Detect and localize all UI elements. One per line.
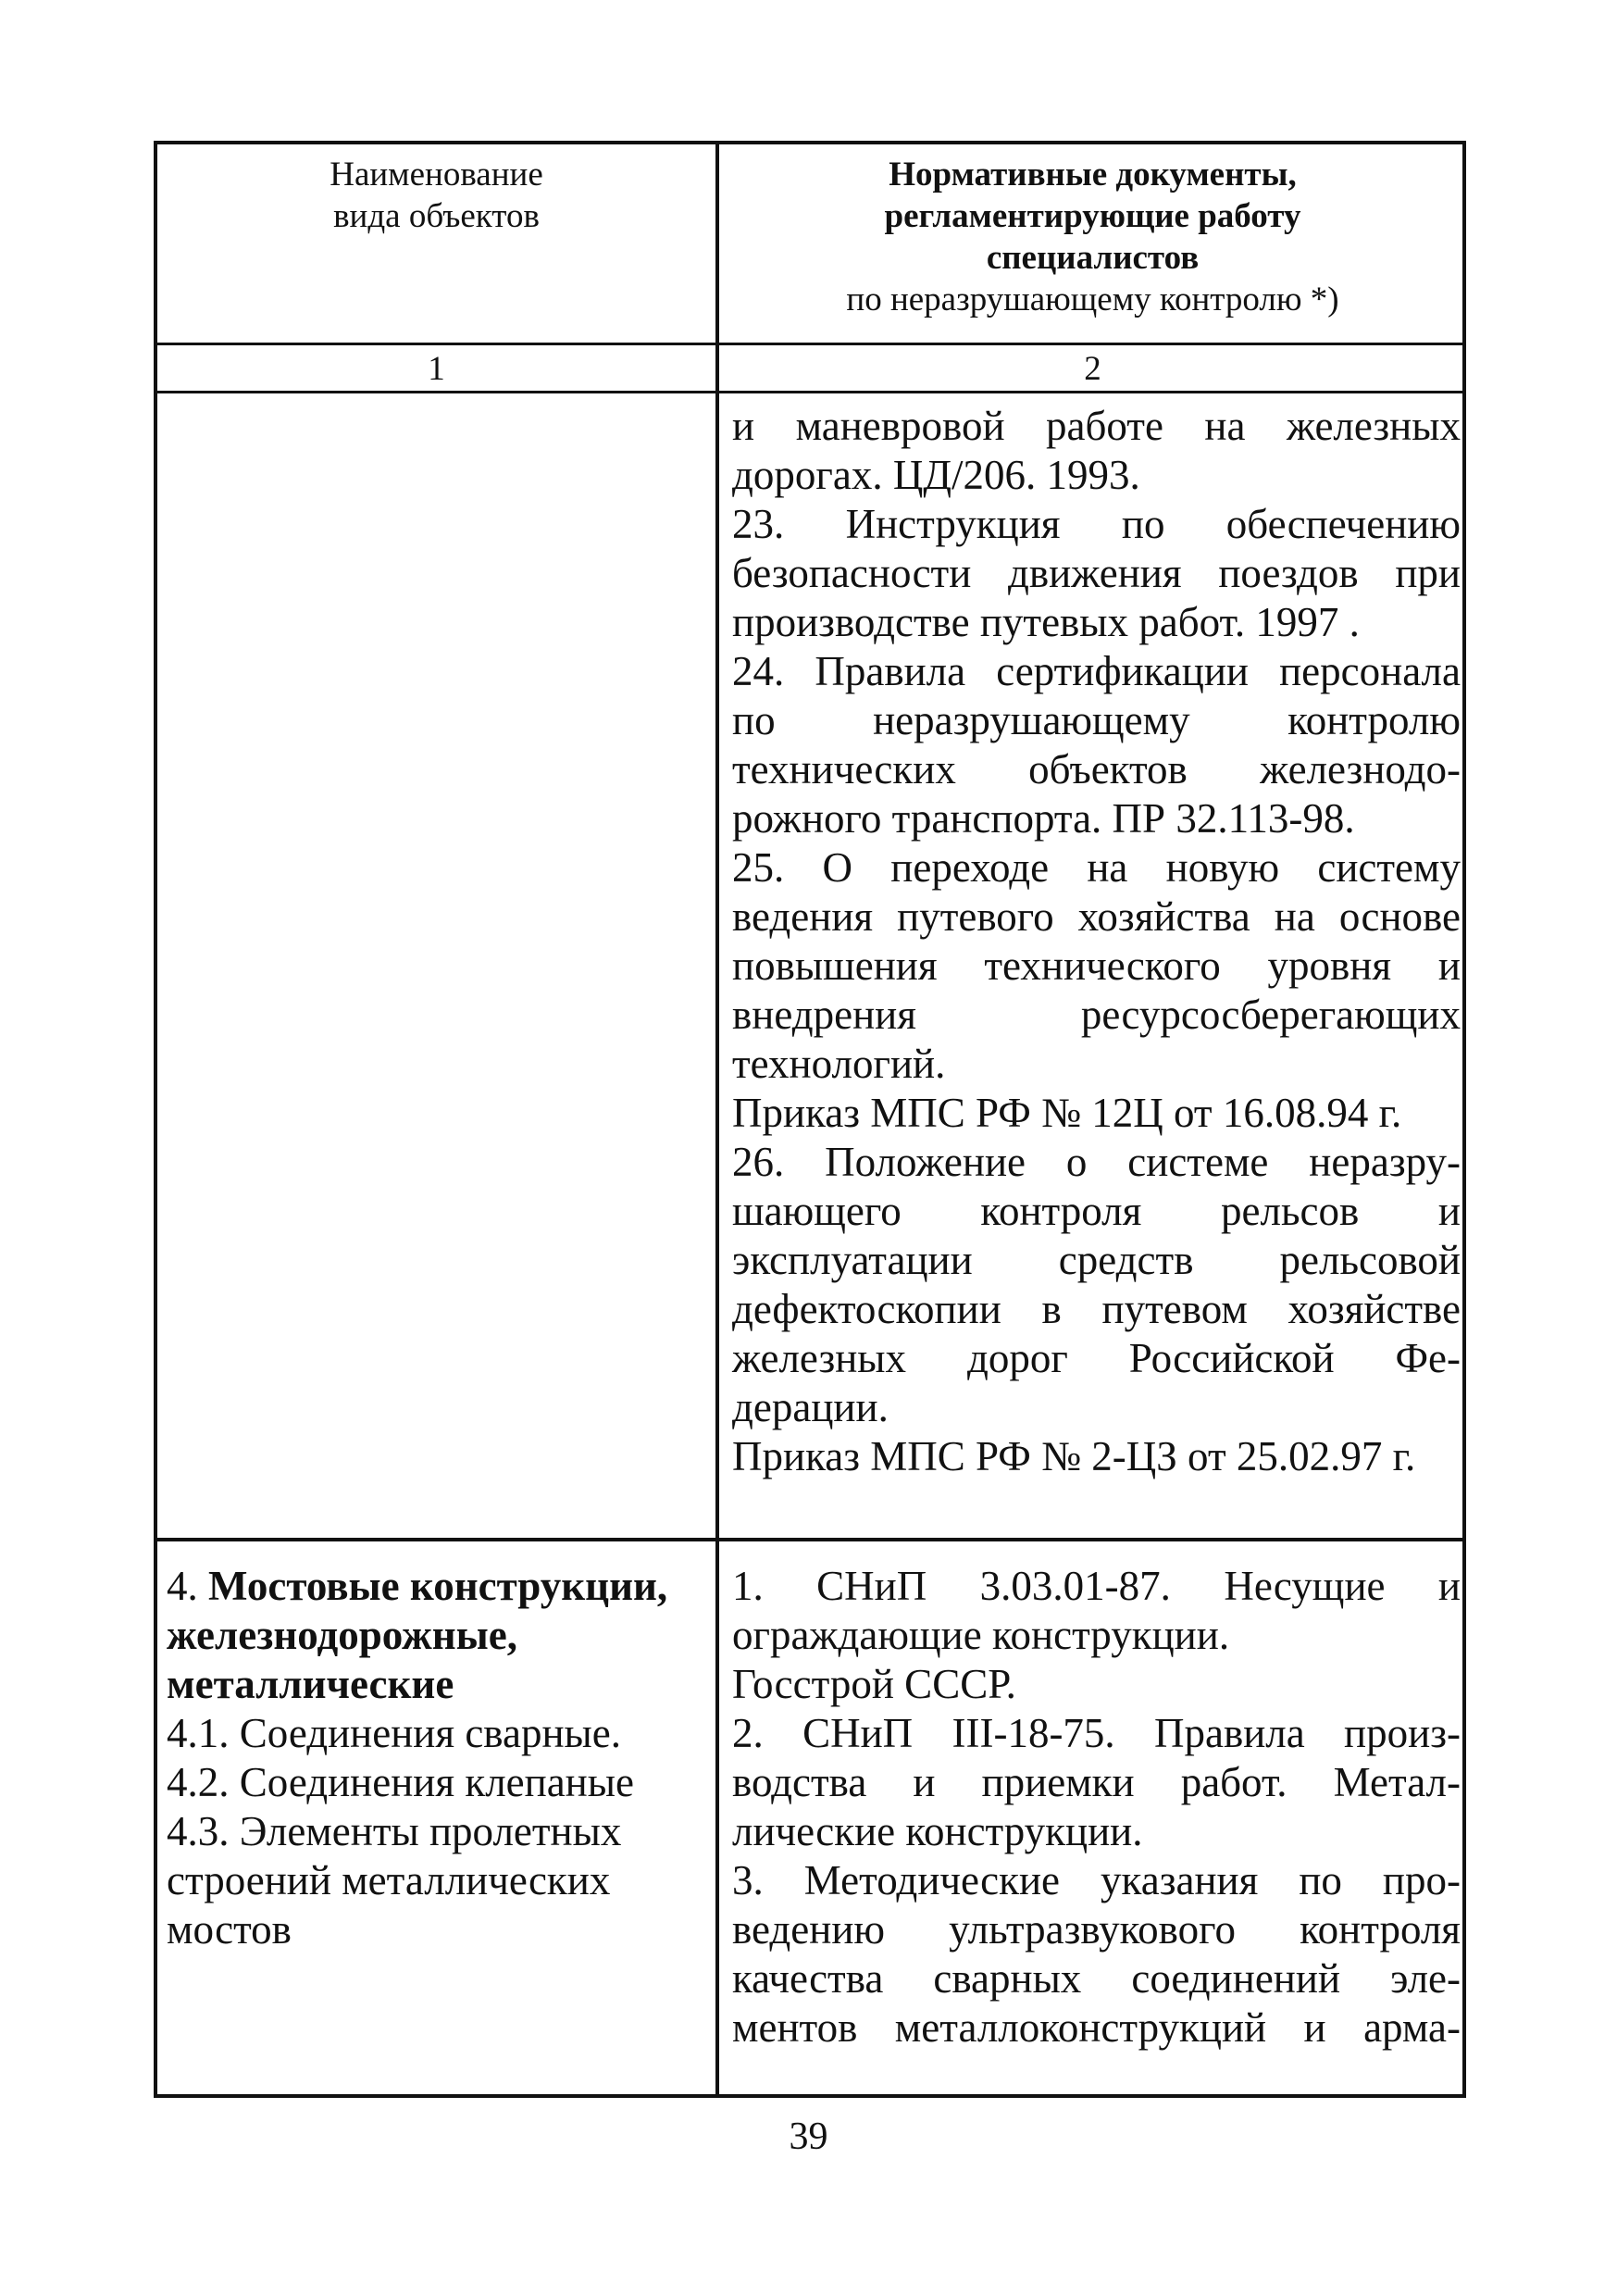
- text-line: лические конструкции.: [732, 1808, 1143, 1854]
- text-line: Приказ МПС РФ № 2-ЦЗ от 25.02.97 г.: [732, 1433, 1416, 1479]
- header-col2-line: по неразрушающему контролю *): [846, 281, 1339, 318]
- header-col2: [719, 154, 1466, 320]
- header-col2-line: специалистов: [986, 239, 1200, 277]
- text-line: металлические: [167, 1661, 454, 1707]
- text-line: дорогах. ЦД/206. 1993.: [732, 452, 1140, 498]
- text-line: дефектоскопии в путевом хозяйстве: [732, 1286, 1461, 1332]
- text-line: строений металлических: [167, 1857, 611, 1903]
- header-col1-line: вида объектов: [333, 197, 540, 235]
- text-line: [167, 1562, 709, 1611]
- text-line: 1. СНиП 3.03.01-87. Несущие и: [732, 1563, 1461, 1609]
- text-line: безопасности движения поездов при: [732, 550, 1461, 596]
- standards-table: [154, 141, 1466, 2098]
- column-number-2: 2: [1084, 350, 1101, 388]
- text-line: ведению ультразвукового контроля: [732, 1906, 1461, 1953]
- header-col1: [157, 154, 715, 237]
- text-line: железнодорожные,: [167, 1612, 518, 1658]
- row1-col2-cell: [732, 402, 1461, 1481]
- text-line: внедрения ресурсосберегающих: [732, 992, 1461, 1038]
- text-line: водства и приемки работ. Метал-: [732, 1759, 1461, 1805]
- text-line: по неразрушающему контролю: [732, 697, 1461, 743]
- column-number-divider: [157, 391, 1462, 393]
- text-line: 23. Инструкция по обеспечению: [732, 501, 1461, 547]
- text-line: эксплуатации средств рельсовой: [732, 1237, 1461, 1283]
- text-line: шающего контроля рельсов и: [732, 1188, 1461, 1234]
- text-line: 4.1. Соединения сварные.: [167, 1710, 621, 1756]
- section-number: 4.: [167, 1563, 208, 1609]
- text-line: технологий.: [732, 1041, 946, 1087]
- header-col2-line: Нормативные документы,: [889, 156, 1297, 193]
- text-line: 26. Положение о системе неразру-: [732, 1139, 1461, 1185]
- text-line: Госстрой СССР.: [732, 1661, 1016, 1707]
- text-line: ограждающие конструкции.: [732, 1612, 1230, 1658]
- text-line: железных дорог Российской Фе-: [732, 1335, 1461, 1381]
- text-line: 24. Правила сертификации персонала: [732, 648, 1461, 694]
- page-number: 39: [789, 2115, 828, 2158]
- text-line: мостов: [167, 1906, 292, 1953]
- text-line: 2. СНиП III-18-75. Правила произ-: [732, 1710, 1461, 1756]
- text-line: и маневровой работе на железных: [732, 403, 1461, 449]
- section-title: Мостовые конструкции,: [208, 1563, 668, 1609]
- header-col1-line: Наименование: [330, 156, 543, 193]
- row2-col2-cell: [732, 1562, 1461, 2053]
- text-line: 25. О переходе на новую систему: [732, 844, 1461, 891]
- row2-col1-cell: [167, 1562, 709, 1954]
- text-line: качества сварных соединений эле-: [732, 1955, 1461, 2002]
- text-line: технических объектов железнодо-: [732, 746, 1461, 792]
- text-line: Приказ МПС РФ № 12Ц от 16.08.94 г.: [732, 1090, 1402, 1136]
- header-divider: [157, 343, 1462, 345]
- text-line: 4.2. Соединения клепаные: [167, 1759, 634, 1805]
- text-line: рожного транспорта. ПР 32.113-98.: [732, 795, 1355, 842]
- text-line: повышения технического уровня и: [732, 942, 1461, 989]
- text-line: дерации.: [732, 1384, 889, 1430]
- text-line: ведения путевого хозяйства на основе: [732, 893, 1461, 940]
- text-line: 4.3. Элементы пролетных: [167, 1808, 622, 1854]
- text-line: ментов металлоконструкций и арма-: [732, 2004, 1461, 2051]
- text-line: производстве путевых работ. 1997 .: [732, 599, 1360, 645]
- column-divider: [715, 144, 719, 2094]
- text-line: 3. Методические указания по про-: [732, 1857, 1461, 1903]
- column-number-1: 1: [428, 350, 445, 388]
- header-col2-line: регламентирующие работу: [884, 197, 1301, 235]
- row-divider: [157, 1538, 1462, 1541]
